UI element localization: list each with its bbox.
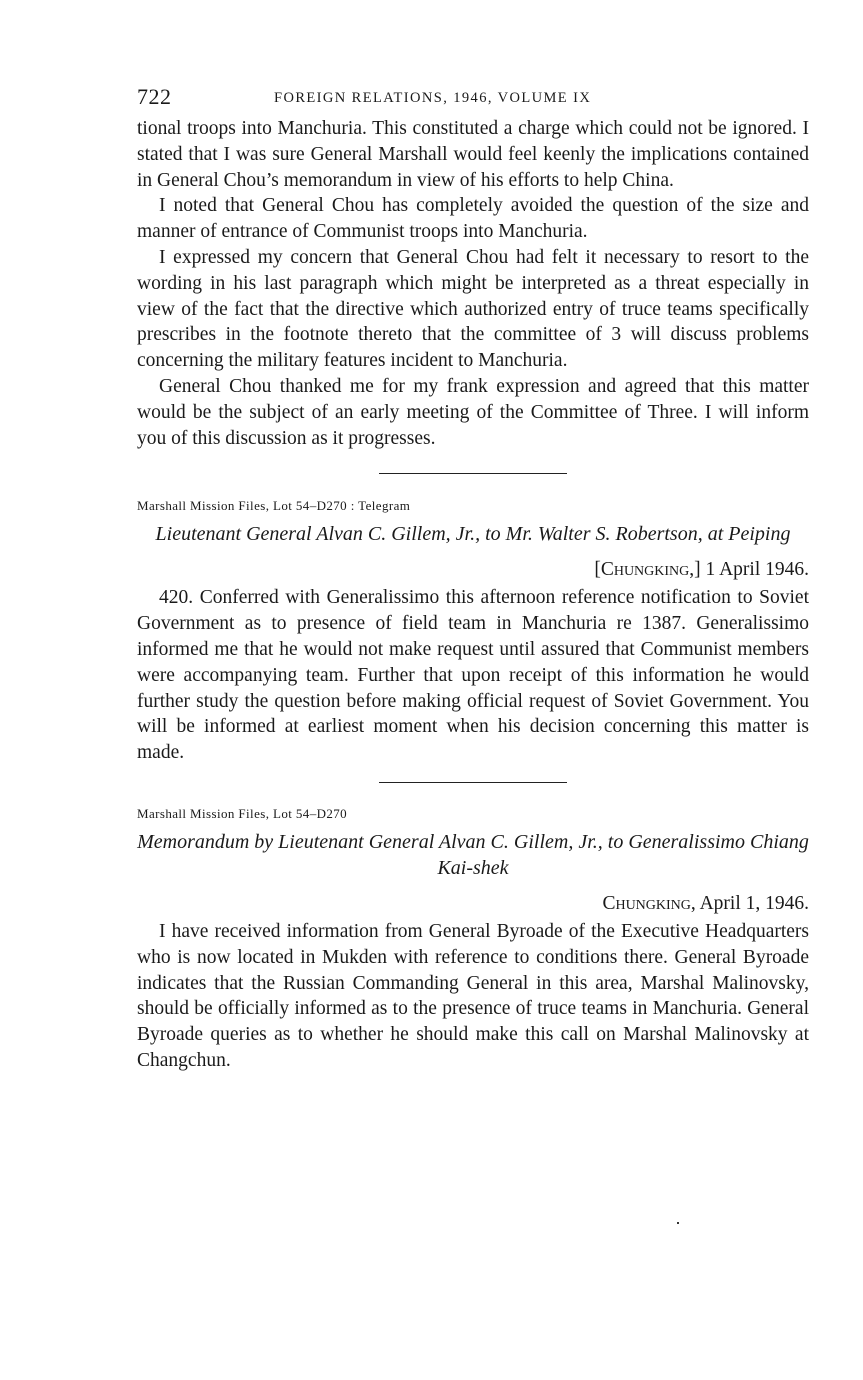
source-note: Marshall Mission Files, Lot 54–D270 [137,805,348,821]
dateline [137,557,809,583]
paragraph: I expressed my concern that General Chou had felt it necessary to resort to the wording in his last paragraph which might be interpreted as a threat especially in view of the fact that the directive which authorized entry of truce teams specifically prescribes in the footnote thereto that the committee of 3 will discuss problems concerning the military features incident to Manchuria. [137,246,809,372]
dateline [137,891,809,917]
stray-mark [677,1222,679,1224]
paragraph: I have received information from General Byroade of the Executive Headquarters who is now located in Mukden with reference to conditions there. General Byroade indicates that the Russian Commanding General in this area, Marshal Malinovsky, should be officially informed as to the presence of truce teams in Manchuria. General Byroade queries as to whether he should make this call on Marshal Malinovsky at Changchun. [137,920,809,1071]
source-note: Marshall Mission Files, Lot 54–D270 : Telegram [137,498,411,514]
paragraph-continued: tional troops into Manchuria. This constituted a charge which could not be ignored. I stated that I was sure General Marshall would feel keenly the implications contained in General Chou’s memorandum in view of his efforts to help China. [137,118,809,191]
paragraph: 420. Conferred with Generalissimo this afternoon reference notification to Soviet Government as to presence of field team in Manchuria re 1387. Generalissimo informed me that he would not make request until assured that Communist members were accompanying team. Further that upon receipt of this information he would further study the question before making official request of Soviet Government. You will be informed at earliest moment when his decision concerning this matter is made. [137,587,809,764]
paragraph: General Chou thanked me for my frank expression and agreed that this matter would be the subject of an early meeting of the Committee of Three. I will inform you of this discussion as it progresses. [137,375,809,449]
section-divider [379,473,567,474]
document-title: Memorandum by Lieutenant General Alvan C. Gillem, Jr., to Generalissimo Chiang Kai-shek [137,830,809,879]
running-head [137,80,809,116]
document-title: Lieutenant General Alvan C. Gillem, Jr., to Mr. Walter S. Robertson, at Peiping [155,523,791,546]
dateline-place: Chungking, [600,559,695,581]
dateline-date: April 1, 1946. [695,892,809,914]
dateline-date: ] 1 April 1946. [694,559,809,581]
running-head-title: FOREIGN RELATIONS, 1946, VOLUME IX [274,90,592,106]
document-page [137,80,809,1074]
dateline-place: Chungking, [602,892,696,914]
section-divider [379,782,567,783]
paragraph: I noted that General Chou has completely avoided the question of the size and manner of entrance of Communist troops into Manchuria. [137,195,809,243]
page-number: 722 [137,84,172,109]
dateline-bracket: [ [594,559,601,581]
